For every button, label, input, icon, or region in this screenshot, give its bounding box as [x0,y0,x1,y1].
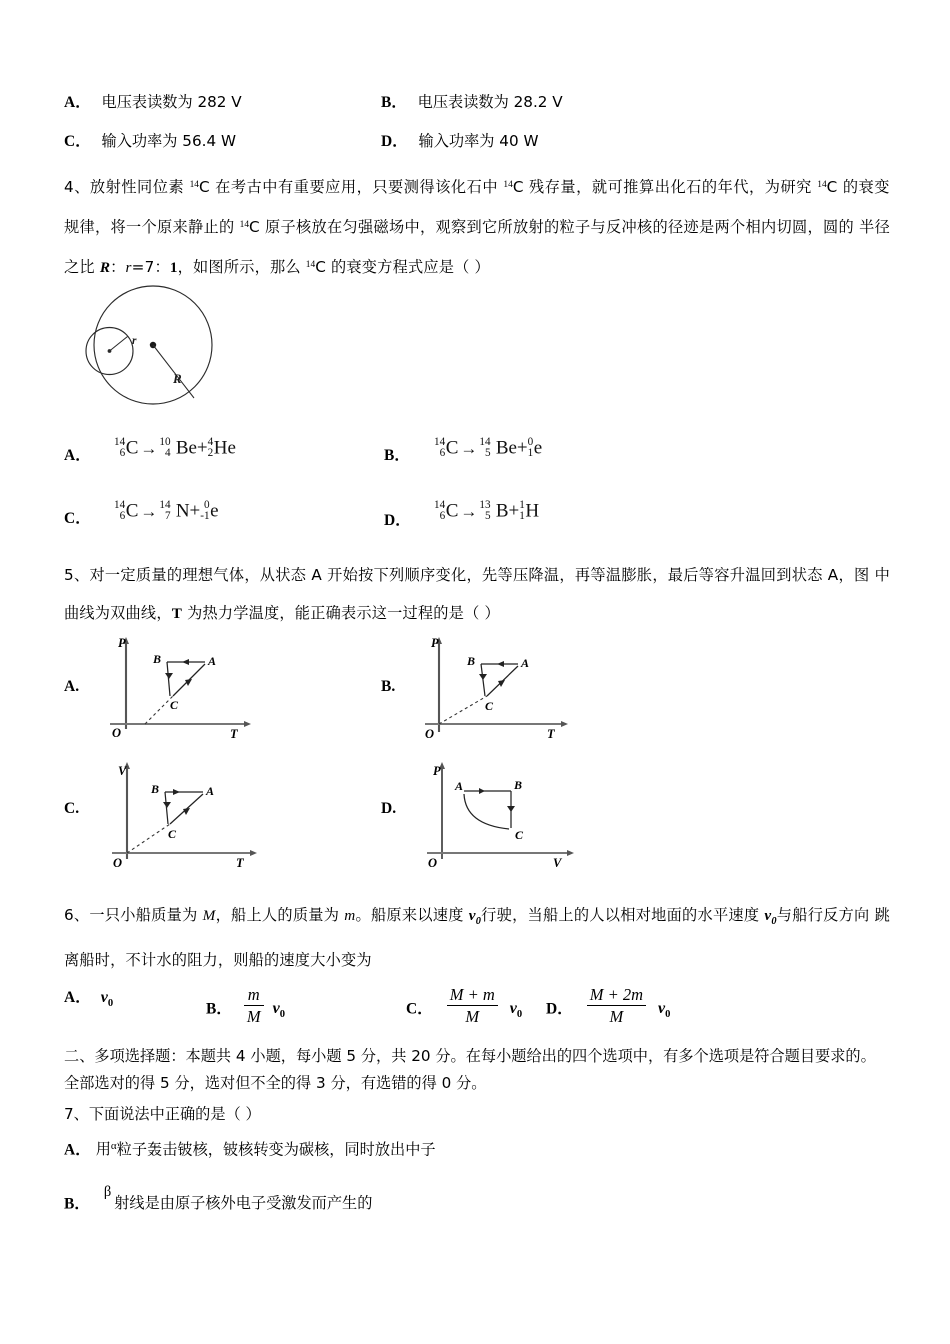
q5-option-a-label[interactable]: A. [64,678,80,695]
small-radius-line [110,337,128,352]
q5-option-b-label[interactable]: B. [381,678,396,695]
beta-symbol: β [103,1184,112,1200]
origin-label: O [112,726,122,740]
q4-line3: 半径之比 R：r=7：1，如图所示，那么 $^{14}$C 的衰变方程式应是（ ） [64,217,890,276]
q5-stem [64,556,890,633]
q6-option-b-label: B． [206,1000,232,1018]
q6-option-c-label: C． [406,1000,433,1018]
y-axis-label: P [431,636,439,650]
q4-option-b-equation: 14 6 C → 14 5 Be+ 0 1 e [434,435,543,460]
q6-option-c-fraction: $\frac{M + m}{M}$ [447,985,498,1027]
point-A-label: A [455,779,464,793]
point-B-label: B [514,778,523,792]
q4-stem [64,166,890,287]
isotope-sup: 14 [305,259,316,270]
mass-m-symbol: m [344,907,356,924]
alpha-symbol: α [110,1140,117,1152]
point-B-label: B [153,652,162,666]
q3-option-b-label: B． [381,94,407,111]
q4-option-a[interactable] [64,443,91,465]
x-axis-arrow-icon [567,850,574,856]
x-axis-label: T [236,856,244,870]
q4-option-c[interactable] [64,506,91,528]
arrow-B-to-C [163,802,171,808]
q5-option-c-graph[interactable] [100,756,318,872]
origin-label: O [425,727,435,741]
q6-option-b[interactable] [206,985,285,1027]
isotope-sup: 14 [189,180,199,190]
velocity-symbol: v [764,907,772,924]
label-r: r [132,335,137,347]
velocity-symbol: v [468,907,476,924]
q5-line2: 中曲线为双曲线，T 为热力学温度，能正确表示这一过程的是（ ） [64,566,890,622]
point-B-label: B [467,654,476,668]
arrow-A-to-B [182,659,189,665]
q4-option-d-label: D． [384,512,411,529]
y-axis-label: P [118,636,126,650]
q5-option-a-graph[interactable] [100,634,318,746]
point-A-label: A [208,654,217,668]
q3-option-c-text: 输入功率为 56.4 W [101,132,236,150]
reaction-arrow-icon: → [140,438,158,458]
q7-option-a[interactable]: A． 用$^\alpha$粒子轰击铍核，铍核转变为碳核，同时放出中子 [64,1140,436,1159]
q4-option-d[interactable] [384,508,411,530]
segment-B-to-C [167,662,170,696]
q6-option-a-label: A． [64,989,91,1006]
origin-label: O [113,856,123,870]
point-C-label: C [168,827,177,841]
q3-option-a[interactable] [64,95,242,111]
x-axis-label: T [230,727,238,741]
point-C-label: C [515,828,524,842]
q6-stem [64,896,890,979]
mass-M-symbol: M [202,907,216,924]
q6-option-a-value: $v_0$ [100,989,114,1010]
q6-option-b-value: $v_0$ [272,1000,285,1021]
q6-option-c[interactable] [406,985,522,1027]
q3-option-c-label: C． [64,133,91,150]
q4-option-b-label: B． [384,447,410,464]
q7-option-b[interactable]: B．$^\beta$射线是由原子核外电子受激发而产生的 [64,1184,373,1213]
x-axis-arrow-icon [244,721,251,727]
q6-line2: 跳离船时，不计水的阻力，则船的速度大小变为 [64,906,890,970]
x-axis-label: T [547,727,555,741]
q6-line1: 6、一只小船质量为 M，船上人的质量为 m。船原来以速度 $v_0$行驶，当船上的人以相对地面的水平速度 $v_0$与船行反方向 [64,906,870,928]
arrow-A-to-B [497,661,504,667]
q3-option-a-text: 电压表读数为 282 V [101,93,242,111]
temperature-symbol: T [171,605,183,622]
arrow-A-to-B [479,788,485,794]
radius-R-symbol: R [99,258,111,276]
q4-option-d-equation: 14 6 C → 13 5 B+ 1 1 H [434,498,540,523]
point-B-label: B [151,782,160,796]
q6-option-d-fraction: $\frac{M + 2m}{M}$ [587,985,646,1027]
q5-option-b-graph[interactable] [417,634,635,746]
arrow-B-to-C [507,806,515,812]
q6-option-c-value: $v_0$ [509,1000,523,1021]
q6-option-b-fraction: $\frac{m}{M}$ [244,985,264,1027]
q3-option-d-text: 输入功率为 40 W [418,132,539,150]
point-C-label: C [170,698,179,712]
section2-line1: 二、多项选择题：本题共 4 小题，每小题 5 分，共 20 分。在每小题给出的四个选项中，有多个选项是符合题目要求的。 [64,1047,876,1065]
q4-option-b[interactable] [384,443,410,465]
isotope-sup: 14 [817,180,827,190]
arrow-A-to-B [173,789,180,795]
origin-label: O [428,856,438,870]
isotope-sup: 14 [239,219,250,230]
q7-stem: 7、下面说法中正确的是（ ） [64,1105,261,1123]
radius-r-symbol: r [125,258,132,276]
q3-option-a-label: A． [64,94,91,111]
q4-option-c-equation: 14 6 C → 14 7 N+ 0 -1 e [114,498,219,523]
q5-line1: 5、对一定质量的理想气体，从状态 A 开始按下列顺序变化，先等压降温，再等温膨胀，最后等容升温回到状态 A，图 [64,566,870,584]
label-R: R [173,371,182,386]
reaction-arrow-icon: → [460,501,478,521]
arrow-B-to-C [479,674,487,680]
q6-option-d-label: D． [546,1000,573,1018]
q3-option-b[interactable] [381,95,563,111]
q3-option-b-text: 电压表读数为 28.2 V [417,93,563,111]
point-A-label: A [521,656,530,670]
dashed-extension-line [439,696,487,724]
q4-line2: 规律，将一个原来静止的 $^{14}$C 原子核放在匀强磁场中，观察到它所放射的粒子与反冲核的径迹是两个相内切圆，圆的 [64,217,854,236]
reaction-arrow-icon: → [460,438,478,458]
q4-option-a-equation: 14 6 C → 10 4 Be+ 4 2 He [114,435,236,460]
q7-option-b-label: B． [64,1195,90,1213]
q4-option-a-label: A． [64,447,91,464]
q7-option-a-label: A． [64,1141,91,1159]
q4-figure-tangent-circles [42,278,242,413]
point-C-label: C [485,699,494,713]
arrow-B-to-C [165,673,173,679]
x-axis-arrow-icon [250,850,257,856]
q6-option-d[interactable] [546,985,670,1027]
x-axis-arrow-icon [561,721,568,727]
q6-option-d-value: $v_0$ [658,1000,671,1021]
dashed-extension-line [127,824,170,853]
section2-line2: 全部选对的得 5 分，选对但不全的得 3 分，有选错的得 0 分。 [64,1074,487,1092]
q6-option-a[interactable] [64,985,113,1009]
q4-option-c-label: C． [64,510,91,527]
hyperbola-C-to-A [464,794,509,829]
q4-line1: 4、放射性同位素 $^{14}$C 在考古中有重要应用，只要测得该化石中 $^{14}$C 残存量，就可推算出化石的年代，为研究 $^{14}$C 的衰变 [64,177,890,196]
isotope-sup: 14 [503,180,513,190]
q3-option-d[interactable] [381,134,538,150]
q5-option-d-label[interactable]: D. [381,800,397,817]
q5-option-d-graph[interactable] [417,756,635,872]
reaction-arrow-icon: → [140,501,158,521]
dashed-extension-line [145,696,173,724]
y-axis-label: P [433,764,441,778]
segment-B-to-C [165,792,168,824]
q3-option-d-label: D． [381,133,408,150]
point-A-label: A [206,784,215,798]
x-axis-label: V [553,856,562,870]
q3-option-c[interactable] [64,134,236,150]
y-axis-label: V [118,764,127,778]
q5-option-c-label[interactable]: C. [64,800,80,817]
